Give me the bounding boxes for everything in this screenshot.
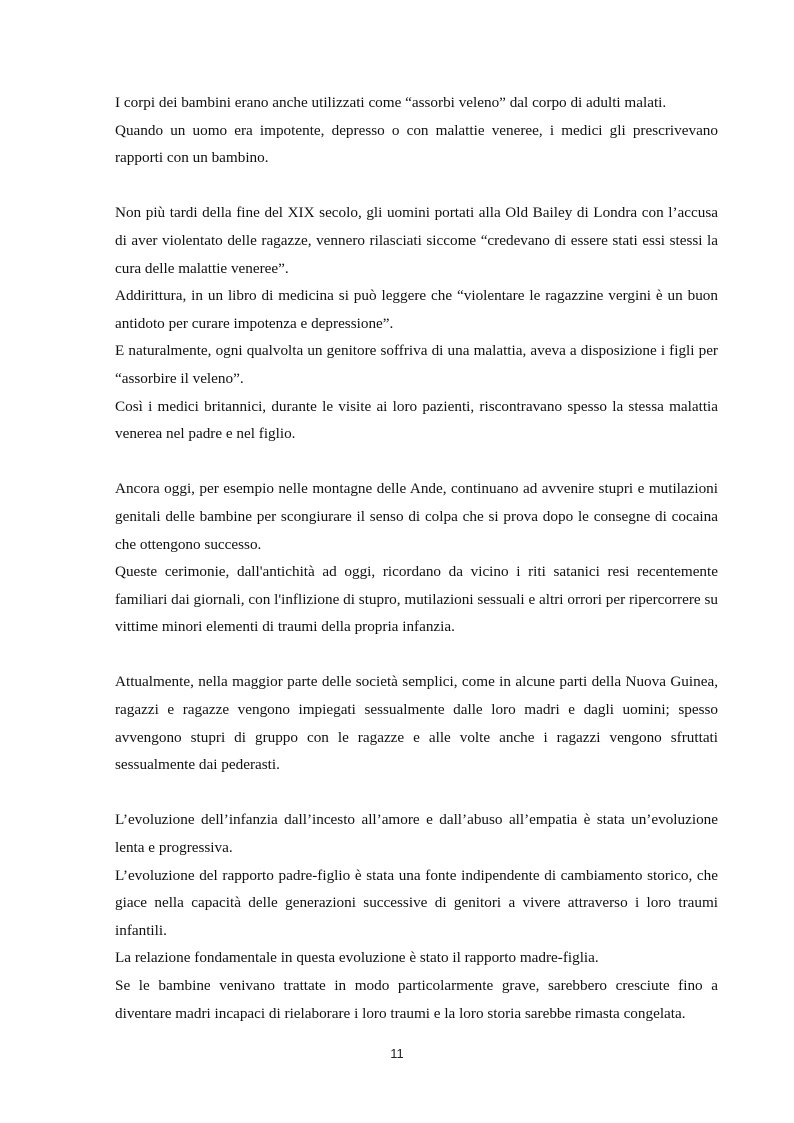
paragraph-evolution [115,806,718,1027]
paragraph-andes [115,475,718,641]
sentence: E naturalmente, ogni qualvolta un genitore soffriva di una malattia, aveva a disposizione i figli per “assorbire il veleno”. [115,342,718,387]
paragraph-new-guinea [115,668,718,778]
sentence: Se le bambine venivano trattate in modo particolarmente grave, sarebbero cresciute fino a diventare madri incapaci di rielaborare i loro traumi e la loro storia sarebbe rimasta congelata. [115,977,718,1022]
sentence: Ancora oggi, per esempio nelle montagne delle Ande, continuano ad avvenire stupri e mutilazioni genitali delle bambine per scongiurare il senso di colpa che si prova dopo le consegne di cocaina che ottengono successo. [115,480,718,553]
paragraph-old-bailey [115,199,718,447]
sentence: Queste cerimonie, dall'antichità ad oggi, ricordano da vicino i riti satanici resi recentemente familiari dai giornali, con l'inflizione di stupro, mutilazioni sessuali e altri orrori per ripercorrere su vittime minori elementi di traumi della propria infanzia. [115,563,718,636]
page-number: 11 [390,1046,404,1061]
sentence: Quando un uomo era impotente, depresso o con malattie veneree, i medici gli prescrivevano rapporti con un bambino. [115,121,718,167]
paragraph-gap [115,779,718,807]
sentence: Così i medici britannici, durante le visite ai loro pazienti, riscontravano spesso la stessa malattia venerea nel padre e nel figlio. [115,397,718,443]
sentence: I corpi dei bambini erano anche utilizzati come “assorbi veleno” dal corpo di adulti malati. [115,94,667,111]
sentence: Addirittura, in un libro di medicina si può leggere che “violentare le ragazzine vergini è un buon antidoto per curare impotenza e depressione”. [115,287,718,332]
paragraph-body-absorbers [115,89,718,172]
paragraph-gap [115,641,718,669]
sentence: Non più tardi della fine del XIX secolo, gli uomini portati alla Old Bailey di Londra con l’accusa di aver violentato delle ragazze, vennero rilasciati siccome “credevano di essere stati essi stessi la cura delle malattie veneree”. [115,204,718,277]
paragraph-gap [115,172,718,200]
document-page [115,89,718,1027]
sentence: Attualmente, nella maggior parte delle società semplici, come in alcune parti della Nuova Guinea, ragazzi e ragazze vengono impiegati sessualmente dalle loro madri e dagli uomini; spesso avvengono stupri di gruppo con le ragazze e alle volte anche i ragazzi vengono sfruttati sessualmente dai pederasti. [115,673,718,774]
sentence: L’evoluzione dell’infanzia dall’incesto all’amore e dall’abuso all’empatia è stata un’evoluzione lenta e progressiva. [115,811,718,857]
sentence: La relazione fondamentale in questa evoluzione è stato il rapporto madre-figlia. [115,949,599,967]
sentence: L’evoluzione del rapporto padre-figlio è stata una fonte indipendente di cambiamento storico, che giace nella capacità delle generazioni successive di genitori a vivere attraverso i loro traumi infantili. [115,866,718,939]
paragraph-gap [115,448,718,476]
